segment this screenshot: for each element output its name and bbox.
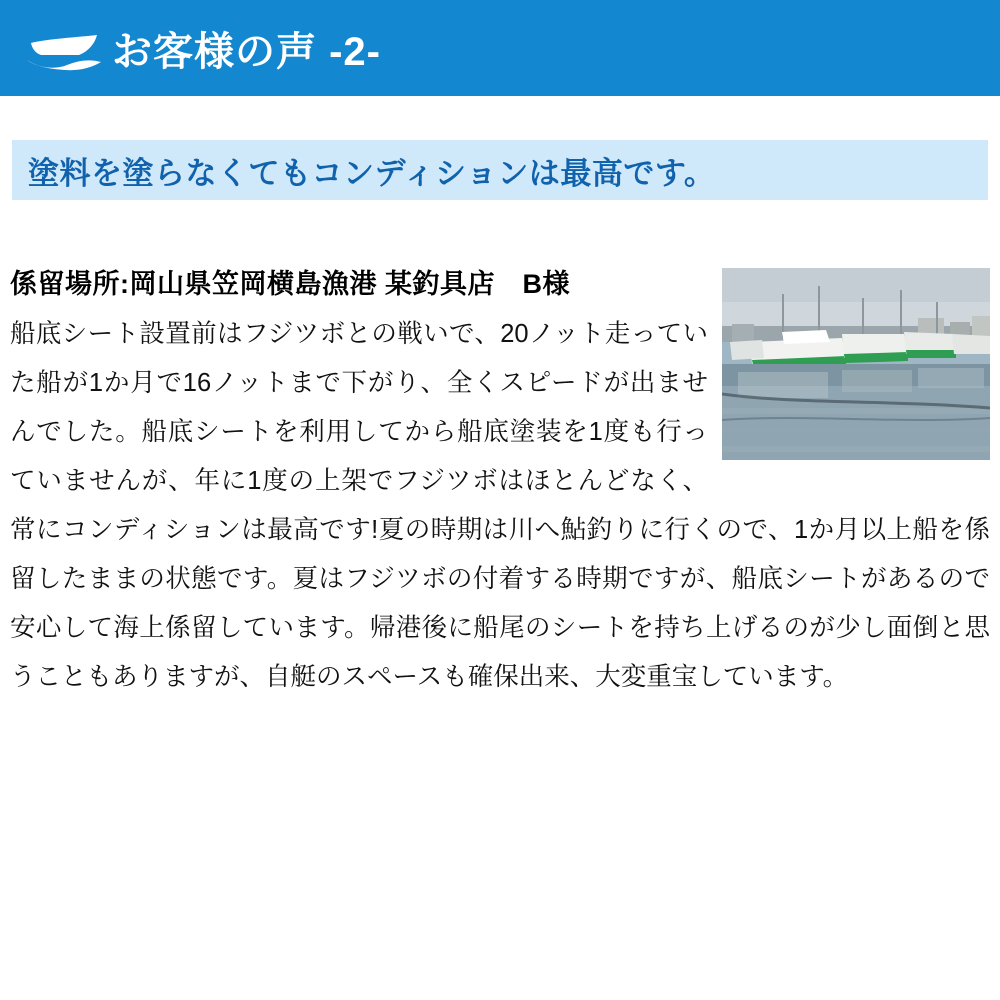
mooring-location-label: 係留場所:岡山県笠岡横島漁港 某釣具店 B様 [10, 269, 570, 299]
boat-icon [24, 20, 104, 76]
subhead-text: 塗料を塗らなくてもコンディションは最高です。 [28, 155, 716, 191]
subhead-band [12, 140, 988, 200]
page-header [0, 0, 1000, 96]
testimonial-text: 船底シート設置前はフジツボとの戦いで、20ノット走っていた船が1か月で16ノットまで下がり、全くスピードが出ませんでした。船底シートを利用してから船底塗装を1度も行っていませんが、年に1度の上架でフジツボはほとんどなく、常にコンディションは最高です!夏の時期は川へ鮎釣りに行くので、1か月以上船を係留したままの状態です。夏はフジツボの付着する時期ですが、船底シートがあるので安心して海上係留しています。帰港後に船尾のシートを持ち上げるのが少し面倒と思うこともありますが、自艇のスペースも確保出来、大変重宝しています。 [10, 320, 990, 692]
page-title: お客様の声 -2- [112, 29, 381, 74]
content-body [10, 268, 990, 702]
harbor-boats-photo [722, 268, 990, 460]
